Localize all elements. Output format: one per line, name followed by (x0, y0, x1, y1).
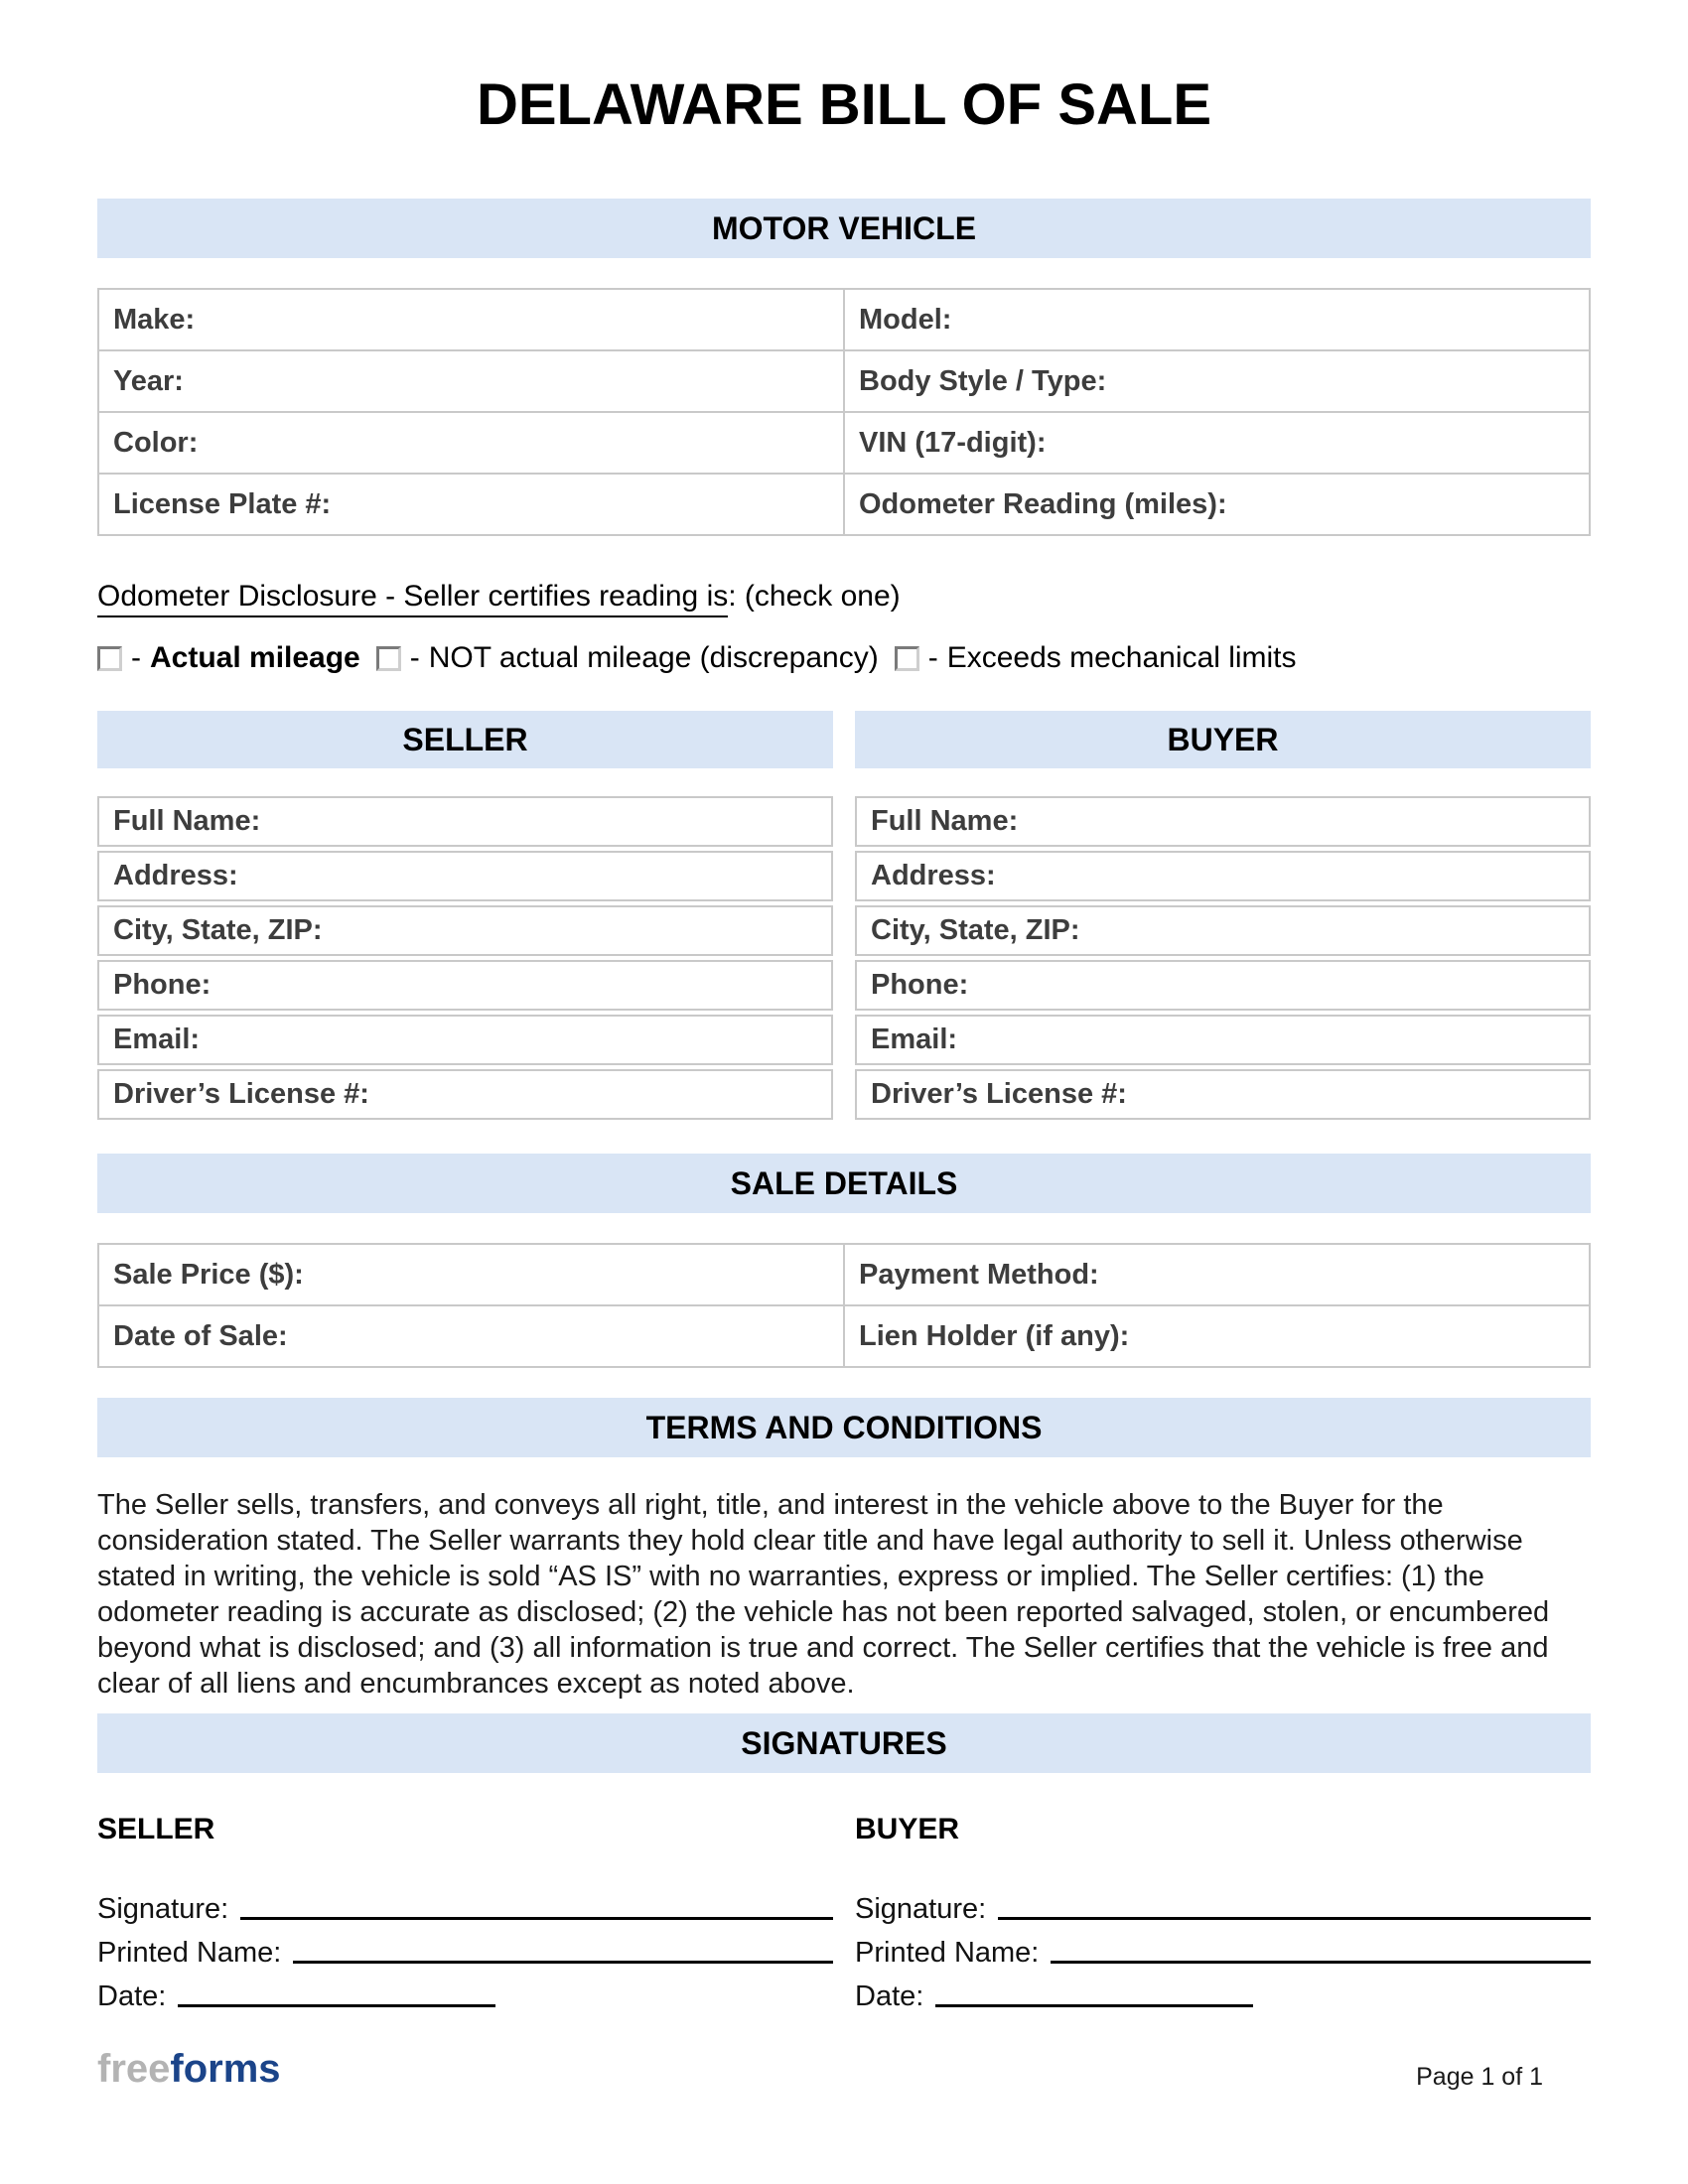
seller-signature-rows (97, 1882, 833, 2013)
seller-buyer-section (97, 711, 1591, 1124)
odometer-disclosure-suffix: : (check one) (728, 580, 901, 613)
actual-mileage-checkbox[interactable] (97, 646, 122, 671)
odometer-options-row (97, 641, 1591, 675)
brand-free-text: free (97, 2047, 171, 2091)
seller-column (97, 711, 833, 1124)
model-field[interactable]: Model: (844, 289, 1590, 350)
signature-label: Signature: (855, 1893, 987, 1925)
sale-price-field[interactable]: Sale Price ($): (98, 1244, 844, 1305)
exceeds-mechanical-limits-label: Exceeds mechanical limits (946, 641, 1297, 674)
section-header-sale-details-label: SALE DETAILS (730, 1164, 958, 1201)
section-header-terms-label: TERMS AND CONDITIONS (645, 1409, 1043, 1445)
buyer-email-field[interactable] (855, 1015, 1591, 1065)
field-label: Email: (871, 1024, 958, 1055)
not-actual-mileage-checkbox[interactable] (376, 646, 401, 671)
section-header-seller (97, 711, 833, 768)
date-label: Date: (855, 1980, 924, 2012)
table-row (98, 1244, 1590, 1305)
signatures-section (97, 1813, 1591, 2013)
table-row (98, 1305, 1590, 1367)
buyer-signature-row (855, 1882, 1591, 1926)
freeforms-logo (97, 2047, 281, 2091)
motor-vehicle-table (97, 288, 1591, 536)
buyer-city-state-zip-field[interactable] (855, 905, 1591, 956)
seller-signature-block (97, 1813, 833, 2013)
section-header-seller-label: SELLER (402, 721, 528, 757)
field-label: Email: (113, 1024, 201, 1055)
body-style-field[interactable]: Body Style / Type: (844, 350, 1590, 412)
seller-city-state-zip-field[interactable] (97, 905, 833, 956)
seller-signature-line[interactable] (240, 1917, 833, 1920)
field-label: City, State, ZIP: (871, 914, 1080, 946)
odometer-disclosure-underlined-text: Odometer Disclosure - Seller certifies reading is (97, 580, 728, 617)
brand-forms-text: forms (170, 2047, 281, 2091)
table-row (98, 289, 1590, 350)
seller-fields (97, 796, 833, 1120)
seller-full-name-field[interactable] (97, 796, 833, 847)
dash: - (131, 641, 141, 674)
exceeds-mechanical-limits-checkbox[interactable] (895, 646, 919, 671)
field-label: City, State, ZIP: (113, 914, 323, 946)
seller-email-field[interactable] (97, 1015, 833, 1065)
terms-paragraph: The Seller sells, transfers, and conveys all right, title, and interest in the vehicle above to the Buyer for the consideration stated. The Seller warrants they hold clear title and have legal authority to sell it. Unless otherwise stated in writing, the vehicle is sold “AS IS” with no warranties, express or implied. The Seller certifies: (1) the odometer reading is accurate as disclosed; (2) the vehicle has not been reported salvaged, stolen, or encumbered beyond what is disclosed; and (3) all information is true and correct. The Seller certifies that the vehicle is free and clear of all liens and encumbrances except as noted above. (97, 1489, 1550, 1700)
section-header-buyer (855, 711, 1591, 768)
printed-name-label: Printed Name: (97, 1937, 282, 1969)
field-label: Full Name: (113, 805, 261, 837)
color-field[interactable]: Color: (98, 412, 844, 474)
section-header-signatures (97, 1713, 1591, 1773)
section-header-buyer-label: BUYER (1167, 721, 1279, 757)
buyer-signature-rows (855, 1882, 1591, 2013)
buyer-phone-field[interactable] (855, 960, 1591, 1011)
not-actual-mileage-label: NOT actual mileage (discrepancy) (428, 641, 879, 674)
buyer-fields (855, 796, 1591, 1120)
table-row (98, 474, 1590, 535)
buyer-address-field[interactable] (855, 851, 1591, 901)
make-field[interactable]: Make: (98, 289, 844, 350)
buyer-date-row (855, 1970, 1591, 2013)
buyer-drivers-license-field[interactable] (855, 1069, 1591, 1120)
page-title: DELAWARE BILL OF SALE (476, 72, 1212, 137)
section-header-terms (97, 1398, 1591, 1457)
seller-printed-name-row (97, 1926, 833, 1970)
field-label: Phone: (113, 969, 211, 1001)
buyer-printed-name-row (855, 1926, 1591, 1970)
odometer-disclosure-heading (97, 580, 1591, 614)
field-label: Phone: (871, 969, 969, 1001)
buyer-signature-role-label: BUYER (855, 1813, 960, 1845)
field-label: Full Name: (871, 805, 1019, 837)
buyer-date-line[interactable] (935, 2004, 1253, 2007)
buyer-printed-name-line[interactable] (1051, 1961, 1591, 1964)
section-header-signatures-label: SIGNATURES (741, 1724, 947, 1761)
date-label: Date: (97, 1980, 167, 2012)
field-label: Driver’s License #: (871, 1078, 1127, 1110)
signature-label: Signature: (97, 1893, 229, 1925)
dash: - (927, 641, 938, 674)
page-indicator: Page 1 of 1 (1416, 2063, 1543, 2091)
seller-signature-role-label: SELLER (97, 1813, 215, 1845)
seller-signature-row (97, 1882, 833, 1926)
seller-address-field[interactable] (97, 851, 833, 901)
vin-field[interactable]: VIN (17-digit): (844, 412, 1590, 474)
lien-holder-field[interactable]: Lien Holder (if any): (844, 1305, 1590, 1367)
table-row (98, 412, 1590, 474)
section-header-motor-vehicle (97, 199, 1591, 258)
buyer-column (855, 711, 1591, 1124)
section-header-sale-details (97, 1154, 1591, 1213)
year-field[interactable]: Year: (98, 350, 844, 412)
seller-date-row (97, 1970, 833, 2013)
page-footer (97, 2047, 1591, 2092)
date-of-sale-field[interactable]: Date of Sale: (98, 1305, 844, 1367)
buyer-signature-line[interactable] (998, 1917, 1591, 1920)
buyer-full-name-field[interactable] (855, 796, 1591, 847)
dash: - (409, 641, 420, 674)
printed-name-label: Printed Name: (855, 1937, 1040, 1969)
section-header-motor-vehicle-label: MOTOR VEHICLE (711, 209, 977, 246)
seller-date-line[interactable] (178, 2004, 495, 2007)
seller-printed-name-line[interactable] (293, 1961, 833, 1964)
payment-method-field[interactable]: Payment Method: (844, 1244, 1590, 1305)
odometer-reading-field[interactable]: Odometer Reading (miles): (844, 474, 1590, 535)
field-label: Driver’s License #: (113, 1078, 369, 1110)
field-label: Address: (871, 860, 996, 891)
seller-drivers-license-field[interactable] (97, 1069, 833, 1120)
seller-phone-field[interactable] (97, 960, 833, 1011)
sale-details-table (97, 1243, 1591, 1368)
table-row (98, 350, 1590, 412)
license-plate-field[interactable]: License Plate #: (98, 474, 844, 535)
field-label: Address: (113, 860, 238, 891)
actual-mileage-label: Actual mileage (150, 641, 360, 674)
buyer-signature-block (855, 1813, 1591, 2013)
